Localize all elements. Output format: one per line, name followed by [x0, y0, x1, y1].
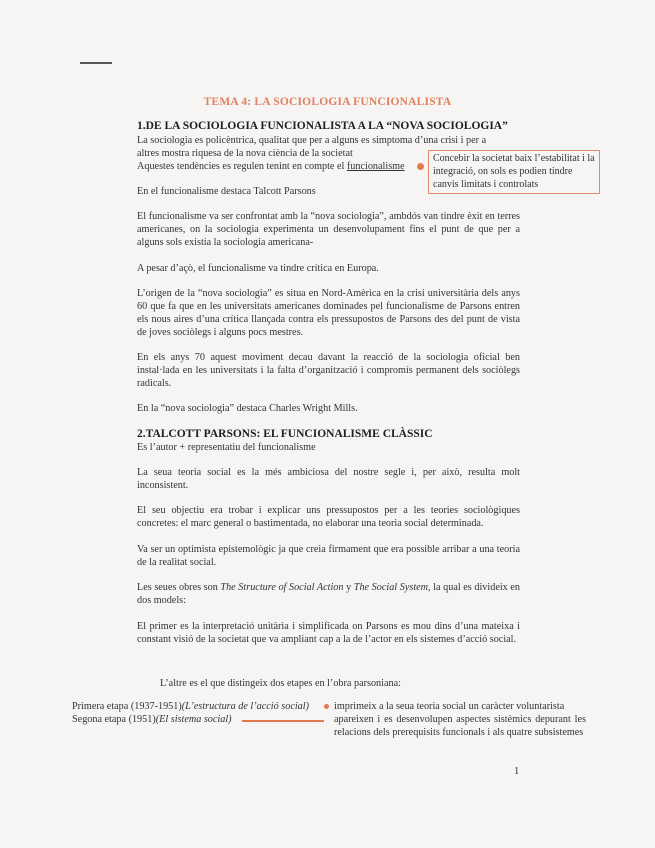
page-title: TEMA 4: LA SOCIOLOGIA FUNCIONALISTA	[203, 96, 452, 108]
obres-text-3: , la qual es divideix en dos models:	[137, 582, 520, 606]
p-altre: L’altre es el que distingeix dos etapes en l’obra parsoniana:	[160, 678, 401, 689]
etapa-2-work: (El sistema social)	[155, 714, 232, 725]
arrow-1-icon	[324, 704, 329, 709]
p-objectiu: El seu objectiu era trobar i explicar uns pressupostos per a les teories sociològiques concretes: el marc general o bastimentada, no elaborar una teoria social determinada.	[137, 505, 520, 529]
p-confront: El funcionalisme va ser confrontat amb la “nova sociologia”, ambdós van tindre èxit en terres americanes, on la sociologia experimenta un desenvolupament fins el punt de que per a alguns sols existia la sociologia americana-	[137, 211, 520, 248]
section-1-heading: 1.DE LA SOCIOLOGIA FUNCIONALISTA A LA “NOVA SOCIOLOGIA”	[137, 120, 508, 132]
etapa-2-period: Segona etapa (1951)	[72, 714, 156, 725]
etapa-1-desc: imprimeix a la seua teoria social un caràcter voluntarista	[334, 701, 565, 712]
section-2-heading: 2.TALCOTT PARSONS: EL FUNCIONALISME CLÀSSIC	[137, 428, 433, 440]
p-parsons: En el funcionalisme destaca Talcott Parsons	[137, 186, 316, 197]
obres-text-1: Les seues obres son	[137, 582, 221, 593]
p-optimista: Va ser un optimista epistemològic ja que creia firmament que era possible arribar a una teoria de la realitat social.	[137, 544, 520, 568]
section-2-subheading: Es l’autor + representatiu del funcionalisme	[137, 442, 316, 453]
etapa-1-work: (L’estructura de l’acció social)	[181, 701, 309, 712]
p-primer: El primer es la interpretació unitària i simplificada on Parsons es mou dins d’una mateixa i constant visió de la societat que va ampliant cap a la de l’actor en els sistemes d’acció social.	[137, 621, 520, 645]
etapa-1-period: Primera etapa (1937-1951)	[72, 701, 182, 712]
etapa-1-label	[72, 700, 309, 713]
work-social-system: The Social System	[353, 582, 429, 593]
etapa-2-label	[72, 713, 232, 726]
work-structure-social-action: The Structure of Social Action	[220, 582, 344, 593]
p-mills: En la “nova sociologia” destaca Charles Wright Mills.	[137, 403, 358, 414]
p-origen: L’origen de la “nova sociologia” es situa en Nord-Amèrica en la crisi universitària dels anys 60 que fa que en les universitats americanes dominades pel funcionalisme de Parsons entren els nous aires d’una crítica llançada contra els pressupostos de Parsons des del punt de vista de joves sociòlegs i alguns pocs mestres.	[137, 288, 520, 338]
s1-line-1: La sociologia es policèntrica, qualitat que per a alguns es simptoma d’una crisi i per a	[137, 135, 487, 146]
s1-line-2: altres mostra riquesa de la nova ciència de la societat	[137, 148, 353, 159]
obres-text-2: y	[343, 582, 354, 593]
page-number: 1	[514, 766, 520, 777]
p-teoria: La seua teoria social es la més ambiciosa del nostre segle i, per això, resulta molt inconsistent.	[137, 467, 520, 491]
funcionalisme-term: funcionalisme	[346, 161, 405, 172]
callout-connector-icon	[417, 163, 424, 170]
scribble-mark	[80, 62, 112, 64]
p-obres	[137, 581, 520, 607]
s1-line-3	[137, 160, 405, 173]
p-critica: A pesar d’açò, el funcionalisme va tindre crítica en Europa.	[137, 263, 379, 274]
etapa-2-desc: apareixen i es desenvolupen aspectes sistèmics depurant les relacions dels prerequisits funcionals i als quatre subsistemes	[334, 714, 586, 738]
callout-note: Concebir la societat baix l’estabilitat i la integració, on sols es podien tindre canvis limitats i controlats	[428, 150, 600, 194]
s1-line-3-prefix: Aquestes tendències es regulen tenint en compte el	[137, 161, 347, 172]
arrow-2-icon	[242, 720, 324, 722]
p-anys70: En els anys 70 aquest moviment decau davant la reacció de la sociologia oficial ben instal·lada en les universitats i la falta d’organització i compromís permanent dels sociòlegs radicals.	[137, 352, 520, 389]
